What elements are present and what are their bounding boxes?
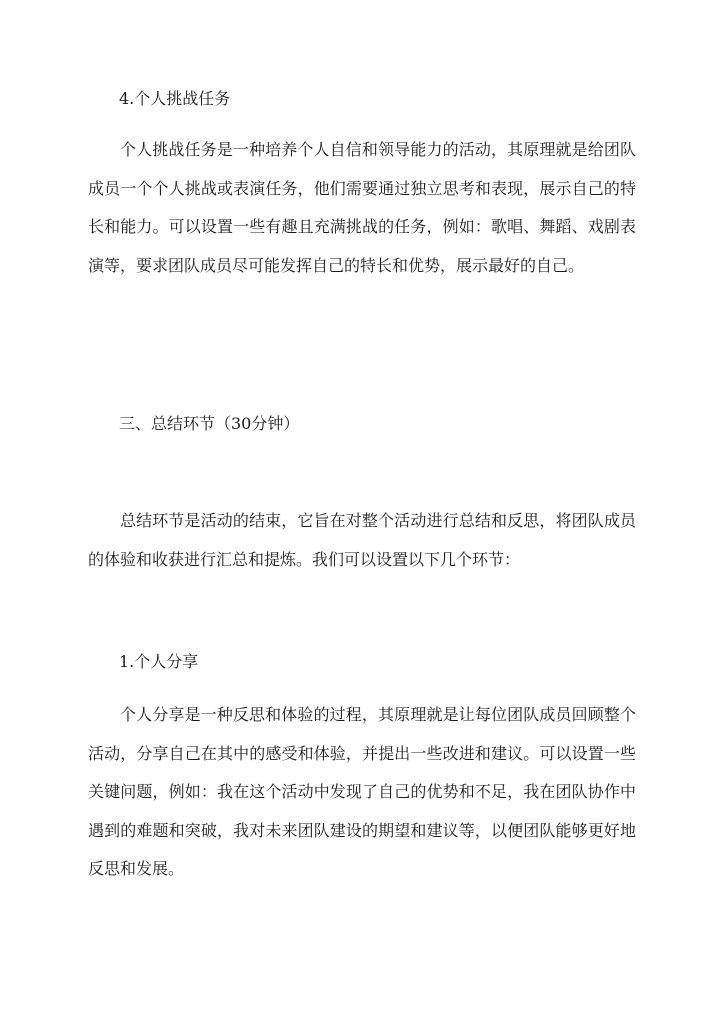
paragraph-personal-sharing: 个人分享是一种反思和体验的过程，其原理就是让每位团队成员回顾整个活动，分享自己在其中的感受和体验，并提出一些改进和建议。可以设置一些关键问题，例如：我在这个活动中发现了自己的优势和不足，我在团队协作中遇到的难题和突破，我对未来团队建设的期望和建议等，以便团队能够更好地反思和发展。: [88, 705, 636, 878]
paragraph-personal-challenge: 个人挑战任务是一种培养个人自信和领导能力的活动，其原理就是给团队成员一个个人挑战或表演任务，他们需要通过独立思考和表现，展示自己的特长和能力。可以设置一些有趣且充满挑战的任务，例如：歌唱、舞蹈、戏剧表演等，要求团队成员尽可能发挥自己的特长和优势，展示最好的自己。: [88, 140, 636, 275]
section-heading-summary: 三、总结环节（30分钟）: [119, 414, 300, 433]
section-heading-personal-challenge: 4.个人挑战任务: [119, 89, 231, 108]
paragraph-summary: 总结环节是活动的结束，它旨在对整个活动进行总结和反思，将团队成员的体验和收获进行汇总和提炼。我们可以设置以下几个环节：: [88, 511, 636, 569]
section-heading-personal-sharing: 1.个人分享: [119, 652, 199, 671]
